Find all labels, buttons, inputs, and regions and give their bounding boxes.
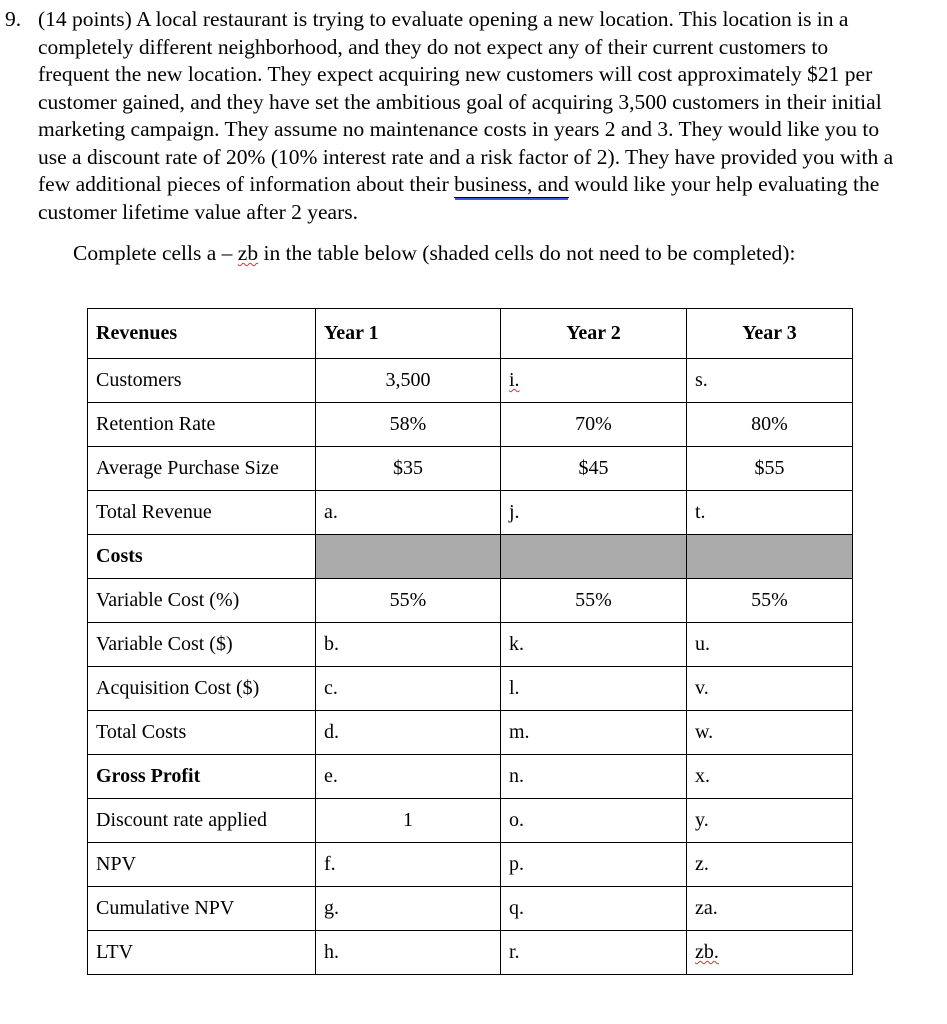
cell-value: g.	[324, 897, 339, 919]
table-row	[88, 843, 853, 887]
cell-value: d.	[324, 721, 339, 743]
shaded-cell	[687, 535, 853, 579]
answer-cell[interactable]	[501, 403, 687, 447]
cell-value: 70%	[575, 413, 612, 435]
answer-cell[interactable]	[501, 623, 687, 667]
question-text-after-link: would like your help evaluating the customer lifetime value after 2 years.	[38, 172, 880, 224]
instruction-line	[73, 240, 795, 267]
cell-value: b.	[324, 633, 339, 655]
answer-cell[interactable]	[687, 843, 853, 887]
instruction-before: Complete cells a –	[73, 241, 238, 265]
cell-value: 55%	[389, 589, 427, 611]
cell-value: i.	[509, 369, 520, 391]
cell-value: k.	[509, 633, 524, 655]
answer-cell[interactable]	[687, 755, 853, 799]
answer-cell[interactable]	[687, 799, 853, 843]
cell-value: f.	[324, 853, 336, 875]
cell-value: $35	[393, 457, 423, 479]
cell-value: 80%	[751, 413, 788, 435]
answer-cell[interactable]	[316, 579, 501, 623]
cell-value: c.	[324, 677, 338, 699]
answer-cell[interactable]	[501, 491, 687, 535]
ltv-worksheet-table	[87, 308, 853, 975]
instruction-after: in the table below (shaded cells do not need to be completed):	[258, 241, 796, 265]
cell-value: 55%	[575, 589, 612, 611]
cell-value: v.	[695, 677, 709, 699]
answer-cell[interactable]	[687, 359, 853, 403]
answer-cell[interactable]	[316, 799, 501, 843]
row-label: Acquisition Cost ($)	[88, 667, 316, 711]
cell-value: za.	[695, 897, 718, 919]
shaded-cell	[501, 535, 687, 579]
row-label: Cumulative NPV	[88, 887, 316, 931]
answer-cell[interactable]	[687, 887, 853, 931]
answer-cell[interactable]	[687, 667, 853, 711]
answer-cell[interactable]	[316, 931, 501, 975]
answer-cell[interactable]	[316, 667, 501, 711]
row-label: Average Purchase Size	[88, 447, 316, 491]
answer-cell[interactable]	[501, 359, 687, 403]
table-row	[88, 579, 853, 623]
table-row	[88, 887, 853, 931]
cell-value: 58%	[389, 413, 427, 435]
row-label: NPV	[88, 843, 316, 887]
answer-cell[interactable]	[316, 403, 501, 447]
answer-cell[interactable]	[316, 711, 501, 755]
table-row	[88, 755, 853, 799]
cell-value: a.	[324, 501, 338, 523]
header-year-1: Year 1	[316, 309, 501, 359]
answer-cell[interactable]	[501, 579, 687, 623]
table-row	[88, 711, 853, 755]
answer-cell[interactable]	[501, 799, 687, 843]
misspelled-word-zb: zb	[237, 241, 259, 265]
header-year-3: Year 3	[687, 309, 853, 359]
cell-value: y.	[695, 809, 709, 831]
answer-cell[interactable]	[501, 755, 687, 799]
row-label: Gross Profit	[88, 755, 316, 799]
cell-value: $55	[754, 457, 785, 479]
cell-value: $45	[578, 457, 609, 479]
table-row	[88, 535, 853, 579]
answer-cell[interactable]	[316, 491, 501, 535]
cell-value: 1	[403, 809, 413, 831]
cell-value: o.	[509, 809, 524, 831]
answer-cell[interactable]	[501, 711, 687, 755]
table-header-row	[88, 309, 853, 359]
row-label: Total Costs	[88, 711, 316, 755]
row-label: Costs	[88, 535, 316, 579]
answer-cell[interactable]	[501, 887, 687, 931]
cell-value: 55%	[751, 589, 788, 611]
answer-cell[interactable]	[316, 887, 501, 931]
shaded-cell	[316, 535, 501, 579]
row-label: Variable Cost ($)	[88, 623, 316, 667]
cell-value: w.	[695, 721, 714, 743]
question-text: (14 points) A local restaurant is trying to evaluate opening a new location. This location is in a completely different neighborhood, and they do not expect any of their current customers to frequent the new location. They expect acquiring new customers will cost approximately $21 per customer gained, and they have set the ambitious goal of acquiring 3,500 customers in their initial marketing campaign. They assume no maintenance costs in years 2 and 3. They would like you to use a discount rate of 20% (10% interest rate and a risk factor of 2). They have provided you with a few additional pieces of information about their	[38, 7, 894, 196]
table-row	[88, 931, 853, 975]
cell-value: l.	[509, 677, 520, 699]
row-label: Variable Cost (%)	[88, 579, 316, 623]
table-row	[88, 623, 853, 667]
cell-value: e.	[324, 765, 338, 787]
answer-cell[interactable]	[316, 447, 501, 491]
cell-value: j.	[509, 501, 520, 523]
row-label: Discount rate applied	[88, 799, 316, 843]
table-row	[88, 799, 853, 843]
question-number: 9.	[5, 7, 22, 31]
row-label: Customers	[88, 359, 316, 403]
row-label: LTV	[88, 931, 316, 975]
cell-value: s.	[695, 369, 708, 391]
business-hyperlink[interactable]: business, and	[454, 172, 569, 196]
answer-cell[interactable]	[316, 843, 501, 887]
answer-cell[interactable]	[687, 447, 853, 491]
cell-value: u.	[695, 633, 710, 655]
answer-cell[interactable]	[687, 579, 853, 623]
cell-value: n.	[509, 765, 524, 787]
answer-cell[interactable]	[501, 843, 687, 887]
cell-value: r.	[509, 941, 520, 963]
header-revenues: Revenues	[88, 309, 316, 359]
answer-cell[interactable]	[501, 931, 687, 975]
cell-value: t.	[695, 501, 706, 523]
table-row	[88, 667, 853, 711]
answer-cell[interactable]	[316, 359, 501, 403]
cell-value: zb.	[695, 941, 719, 963]
cell-value: h.	[324, 941, 339, 963]
header-year-2: Year 2	[501, 309, 687, 359]
question-body	[38, 6, 905, 226]
cell-value: m.	[509, 721, 530, 743]
cell-value: z.	[695, 853, 709, 875]
table-row	[88, 403, 853, 447]
answer-cell[interactable]	[501, 447, 687, 491]
answer-cell[interactable]	[316, 755, 501, 799]
table-row	[88, 359, 853, 403]
answer-cell[interactable]	[316, 623, 501, 667]
answer-cell[interactable]	[687, 931, 853, 975]
table-body	[88, 309, 853, 975]
row-label: Retention Rate	[88, 403, 316, 447]
answer-cell[interactable]	[687, 711, 853, 755]
cell-value: x.	[695, 765, 710, 787]
answer-cell[interactable]	[687, 403, 853, 447]
answer-cell[interactable]	[501, 667, 687, 711]
row-label: Total Revenue	[88, 491, 316, 535]
answer-cell[interactable]	[687, 491, 853, 535]
question-paragraph	[5, 6, 905, 226]
answer-cell[interactable]	[687, 623, 853, 667]
table-row	[88, 447, 853, 491]
cell-value: q.	[509, 897, 524, 919]
cell-value: 3,500	[385, 369, 431, 391]
table-row	[88, 491, 853, 535]
cell-value: p.	[509, 853, 524, 875]
